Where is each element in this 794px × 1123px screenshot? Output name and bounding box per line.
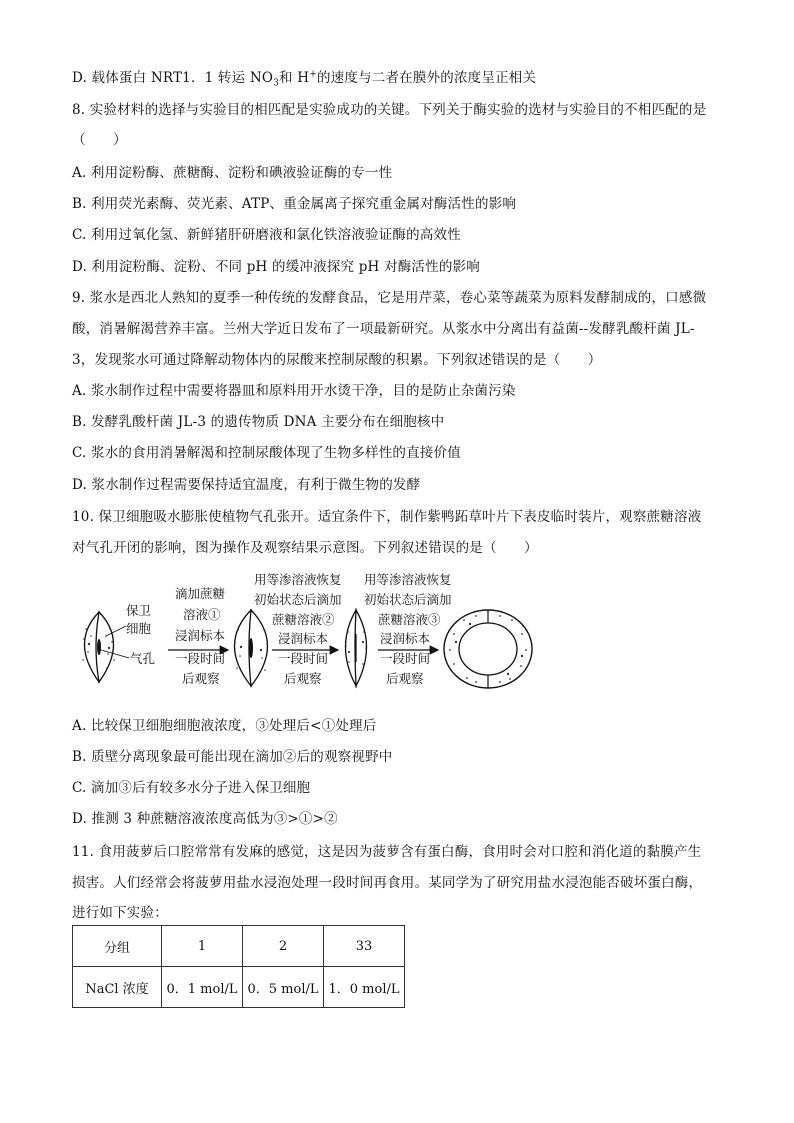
stoma-after-3 <box>444 610 532 688</box>
step3-line-3: 一段时间 <box>380 651 431 666</box>
stoma-after-2 <box>345 610 367 686</box>
step2-line-3: 一段时间 <box>278 651 329 666</box>
stoma-initial <box>82 612 115 682</box>
step1-line-1: 滴加蔗糖 <box>175 586 226 601</box>
label-guard-cell-2: 细胞 <box>126 621 152 636</box>
table-cell-nacl-2: 0．5 mol/L <box>243 967 324 1008</box>
table-cell-group-3: 33 <box>324 926 405 967</box>
step3-top-2: 初始状态后滴加 <box>364 592 452 607</box>
step2-line-4: 后观察 <box>284 671 322 686</box>
table-cell-header-nacl: NaCl 浓度 <box>73 967 162 1008</box>
step3-line-2: 浸润标本 <box>380 631 431 646</box>
step1-label <box>175 586 226 686</box>
table-cell-group-1: 1 <box>162 926 243 967</box>
q10-option-a: A. 比较保卫细胞细胞液浓度，③处理后<①处理后 <box>72 718 377 734</box>
step2-line-2: 浸润标本 <box>278 631 329 646</box>
q7d-sup: + <box>309 69 317 80</box>
step1-line-3: 浸润标本 <box>175 628 226 643</box>
q9-stem-2: 酸，消暑解渴营养丰富。兰州大学近日发布了一项最新研究。从浆水中分离出有益菌--发酵乳酸杆菌 JL- <box>72 321 695 337</box>
q8-option-a: A. 利用淀粉酶、蔗糖酶、淀粉和碘液验证酶的专一性 <box>72 165 393 181</box>
q10-option-d: D. 推测 3 种蔗糖溶液浓度高低为③>①>② <box>72 811 338 827</box>
experiment-table <box>72 925 405 1008</box>
q9-option-b: B. 发酵乳酸杆菌 JL-3 的遗传物质 DNA 主要分布在细胞核中 <box>72 414 445 430</box>
label-stomatal-pore: 气孔 <box>130 651 156 666</box>
q10-option-c: C. 滴加③后有较多水分子进入保卫细胞 <box>72 780 311 796</box>
q8-option-b: B. 利用荧光素酶、荧光素、ATP、重金属离子探究重金属对酶活性的影响 <box>72 196 517 212</box>
q9-option-d: D. 浆水制作过程需要保持适宜温度，有利于微生物的发酵 <box>72 477 421 493</box>
q9-option-c: C. 浆水的食用消暑解渴和控制尿酸体现了生物多样性的直接价值 <box>72 445 461 461</box>
q7-option-d <box>72 66 536 89</box>
q7d-text-post: 的速度与二者在膜外的浓度呈正相关 <box>316 70 537 86</box>
q10-option-b: B. 质壁分离现象最可能出现在滴加②后的观察视野中 <box>72 749 393 765</box>
stoma-after-1 <box>234 610 268 686</box>
q10-stem-2: 对气孔开闭的影响，图为操作及观察结果示意图。下列叙述错误的是（ ） <box>72 540 538 556</box>
q9-stem-1: 9. 浆水是西北人熟知的夏季一种传统的发酵食品，它是用芹菜，卷心菜等蔬菜为原料发酵制成的，口感微 <box>72 290 707 306</box>
q8-option-c: C. 利用过氧化氢、新鲜猪肝研磨液和氯化铁溶液验证酶的高效性 <box>72 227 461 243</box>
q7d-text-mid: 和 H <box>279 70 310 86</box>
step2-top-2: 初始状态后滴加 <box>254 592 342 607</box>
table-row <box>73 967 405 1008</box>
step3-top-1: 用等渗溶液恢复 <box>364 572 452 587</box>
step2-top-1: 用等渗溶液恢复 <box>254 572 342 587</box>
table-cell-nacl-1: 0．1 mol/L <box>162 967 243 1008</box>
step1-line-2: 溶液① <box>183 607 221 622</box>
step1-line-5: 后观察 <box>182 671 220 686</box>
q8-paren: （ ） <box>72 132 127 148</box>
q9-stem-3: 3，发现浆水可通过降解动物体内的尿酸来控制尿酸的积累。下列叙述错误的是（ ） <box>72 352 602 368</box>
q11-stem-3: 进行如下实验： <box>72 905 168 921</box>
table-cell-header-group: 分组 <box>73 926 162 967</box>
q8-option-d: D. 利用淀粉酶、淀粉、不同 pH 的缓冲液探究 pH 对酶活性的影响 <box>72 259 480 275</box>
q11-stem-1: 11. 食用菠萝后口腔常常有发麻的感觉，这是因为菠萝含有蛋白酶，食用时会对口腔和消化道的黏膜产生 <box>72 844 702 860</box>
q8-stem: 8. 实验材料的选择与实验目的相匹配是实验成功的关键。下列关于酶实验的选材与实验目的不相匹配的是 <box>72 102 707 118</box>
label-guard-cell-1: 保卫 <box>126 603 152 618</box>
step1-line-4: 一段时间 <box>175 651 226 666</box>
step3-label <box>364 572 452 686</box>
q11-stem-2: 损害。人们经常会将菠萝用盐水浸泡处理一段时间再食用。某同学为了研究用盐水浸泡能否破坏蛋白酶， <box>72 875 703 891</box>
q7d-sub: 3 <box>273 78 280 89</box>
q10-stem-1: 10. 保卫细胞吸水膨胀使植物气孔张开。适宜条件下，制作紫鸭跖草叶片下表皮临时装片，观察蔗糖溶液 <box>72 509 702 525</box>
table-cell-group-2: 2 <box>243 926 324 967</box>
q9-option-a: A. 浆水制作过程中需要将器皿和原料用开水烫干净，目的是防止杂菌污染 <box>72 383 516 399</box>
step3-line-4: 后观察 <box>386 671 424 686</box>
stomata-diagram <box>72 564 542 704</box>
step3-line-1: 蔗糖溶液③ <box>378 612 441 627</box>
step2-line-1: 蔗糖溶液② <box>272 612 335 627</box>
q7d-text-pre: D. 载体蛋白 NRT1．1 转运 NO <box>72 70 274 86</box>
table-cell-nacl-3: 1．0 mol/L <box>324 967 405 1008</box>
step2-label <box>254 572 342 686</box>
table-row <box>73 926 405 967</box>
